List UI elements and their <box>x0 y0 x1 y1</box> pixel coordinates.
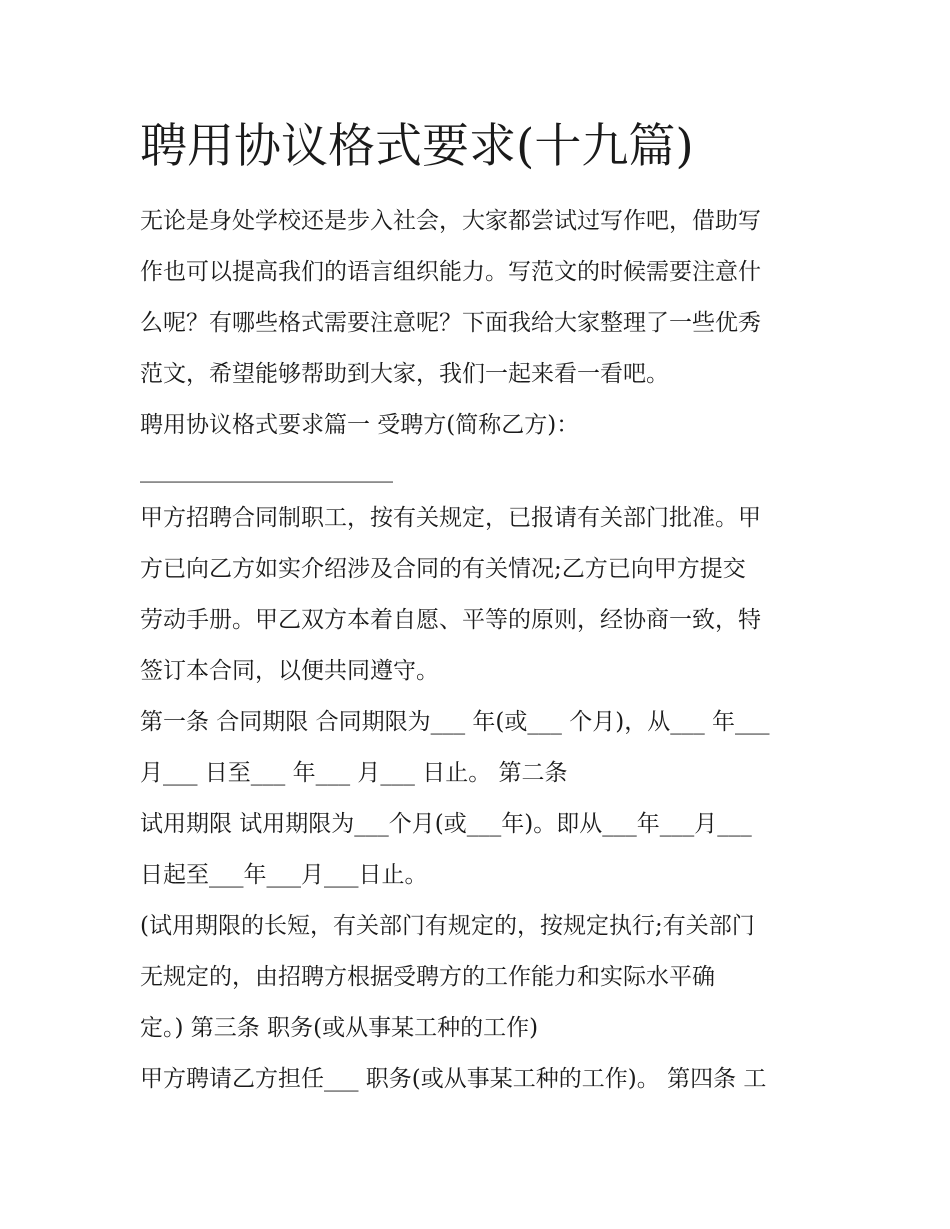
clause-line: 甲方聘请乙方担任___ 职务(或从事某工种的工作)。 第四条 工 <box>140 1066 767 1092</box>
section-heading-line: 聘用协议格式要求篇一 受聘方(简称乙方)： <box>140 412 580 438</box>
paragraph-line: 作也可以提高我们的语言组织能力。写范文的时候需要注意什 <box>140 259 761 285</box>
clause-line: (试用期限的长短，有关部门有规定的，按规定执行;有关部门 <box>140 913 755 939</box>
clause-line: 无规定的，由招聘方根据受聘方的工作能力和实际水平确 <box>140 964 715 990</box>
clause-line: 定。) 第三条 职务(或从事某工种的工作) <box>140 1015 539 1041</box>
paragraph-line: 签订本合同，以便共同遵守。 <box>140 658 439 684</box>
paragraph-line: 无论是身处学校还是步入社会，大家都尝试过写作吧，借助写 <box>140 208 761 234</box>
clause-line: 日起至___年___月___日止。 <box>140 862 428 888</box>
paragraph-line: 方已向乙方如实介绍涉及合同的有关情况;乙方已向甲方提交 <box>140 556 746 582</box>
paragraph-line: 范文，希望能够帮助到大家，我们一起来看一看吧。 <box>140 361 669 387</box>
blank-fill-line: ______________________ <box>140 457 393 483</box>
clause-line: 第一条 合同期限 合同期限为___ 年(或___ 个月)，从___ 年___ <box>140 709 770 735</box>
clause-line: 月___ 日至___ 年___ 月___ 日止。 第二条 <box>140 760 568 786</box>
paragraph-line: 么呢？有哪些格式需要注意呢？下面我给大家整理了一些优秀 <box>140 310 761 336</box>
paragraph-line: 甲方招聘合同制职工，按有关规定，已报请有关部门批准。甲 <box>140 505 761 531</box>
paragraph-line: 劳动手册。甲乙双方本着自愿、平等的原则，经协商一致，特 <box>140 607 761 633</box>
clause-line: 试用期限 试用期限为___个月(或___年)。即从___年___月___ <box>140 811 752 837</box>
document-title: 聘用协议格式要求(十九篇) <box>140 119 694 174</box>
